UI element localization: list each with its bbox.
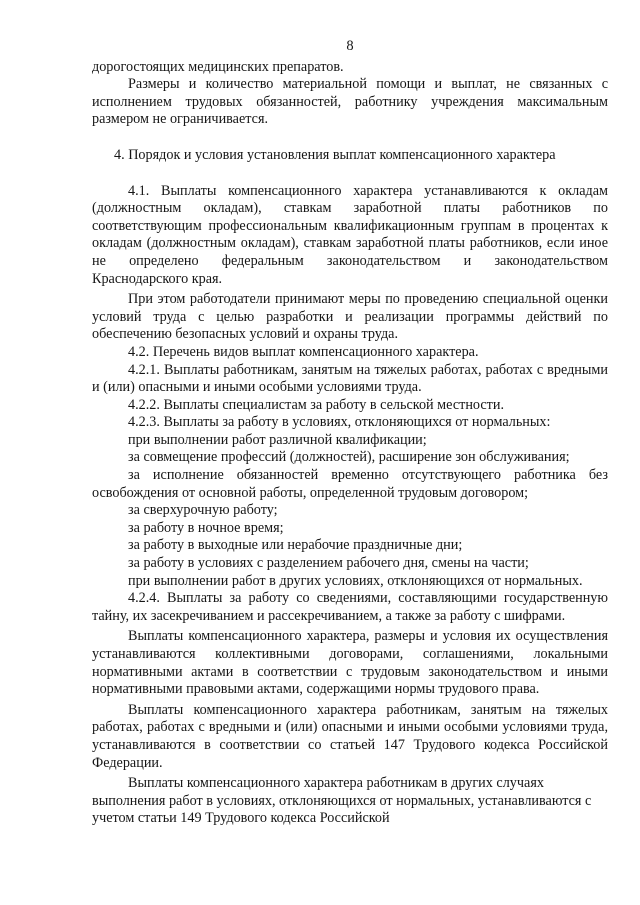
list-item: за работу в условиях с разделением рабочего дня, смены на части; (128, 555, 529, 572)
page-number: 8 (346, 38, 354, 54)
paragraph-collective-agreements: Выплаты компенсационного характера, размеры и условия их осуществления устанавливаются коллективными договорами, соглашениями, локальными нормативными актами в соответствии с трудовым законодательством и иными нормативными правовыми актами, содержащими нормы трудового права. (92, 628, 608, 698)
list-item: при выполнении работ различной квалификации; (128, 431, 427, 448)
list-item: за сверхурочную работу; (128, 502, 278, 519)
paragraph-4-2-2: 4.2.2. Выплаты специалистам за работу в сельской местности. (128, 396, 504, 413)
list-item: за совмещение профессий (должностей), расширение зон обслуживания; (128, 449, 570, 466)
paragraph-special-assessment: При этом работодатели принимают меры по проведению специальной оценки условий труда с целью разработки и реализации программы действий по обеспечению безопасных условий и охраны труда. (92, 291, 608, 343)
paragraph-4-2: 4.2. Перечень видов выплат компенсационного характера. (128, 343, 479, 360)
section-heading: 4. Порядок и условия установления выплат компенсационного характера (114, 146, 556, 163)
list-item: при выполнении работ в других условиях, отклоняющихся от нормальных. (128, 572, 583, 589)
paragraph-4-2-3: 4.2.3. Выплаты за работу в условиях, отклоняющихся от нормальных: (128, 414, 551, 431)
paragraph-continuation: дорогостоящих медицинских препаратов. (92, 58, 344, 75)
paragraph-material-aid: Размеры и количество материальной помощи и выплат, не связанных с исполнением трудовых обязанностей, работнику учреждения максимальным размером не ограничивается. (92, 76, 608, 128)
paragraph-article-149: Выплаты компенсационного характера работникам в других случаях выполнения работ в условиях, отклоняющихся от нормальных, устанавливаются с учетом статьи 149 Трудового кодекса Российской (92, 775, 592, 827)
list-item: за работу в выходные или нерабочие праздничные дни; (128, 537, 463, 554)
paragraph-4-1: 4.1. Выплаты компенсационного характера устанавливаются к окладам (должностным окладам), ставкам заработной платы работников по соответствующим профессиональным квалификационным группам в процентах к окладам (должностным окладам), ставкам заработной платы работников, если иное не определено федеральным законодательством и законодательством Краснодарского края. (92, 182, 608, 287)
paragraph-4-2-1: 4.2.1. Выплаты работникам, занятым на тяжелых работах, работах с вредными и (или) опасными и иными особыми условиями труда. (92, 361, 608, 396)
list-item: за работу в ночное время; (128, 519, 284, 536)
paragraph-article-147: Выплаты компенсационного характера работникам, занятым на тяжелых работах, работах с вредными и (или) опасными и иными особыми условиями труда, устанавливаются в соответствии со статьей 147 Трудового кодекса Российской Федерации. (92, 701, 608, 771)
paragraph-4-2-4: 4.2.4. Выплаты за работу со сведениями, составляющими государственную тайну, их засекречиванием и рассекречиванием, а также за работу с шифрами. (92, 590, 608, 624)
list-item: за исполнение обязанностей временно отсутствующего работника без освобождения от основной работы, определенной трудовым договором; (92, 467, 608, 501)
